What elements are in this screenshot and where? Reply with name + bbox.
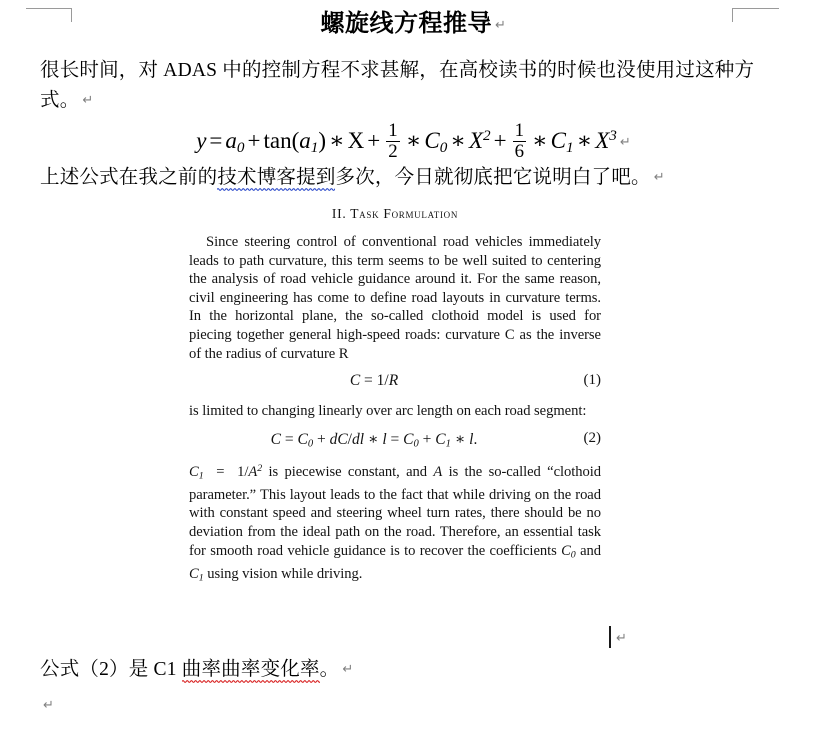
formula-coef-c0-base: C (424, 127, 440, 153)
formula-mul-5: ∗ (576, 127, 593, 153)
formula-plus-1: + (247, 127, 261, 153)
embedded-paper-image[interactable] (189, 206, 601, 588)
fraction-numerator: 1 (388, 120, 398, 142)
formula-paren-close: ) (318, 127, 327, 153)
grammar-flagged-text[interactable]: 技术博客提到 (217, 167, 336, 188)
paragraph-blog-part2: 多次，今日就彻底把它说明白了吧。 (335, 167, 651, 188)
formula-mul-2: ∗ (405, 127, 422, 153)
formula-var-x-3-exponent: 3 (609, 127, 617, 144)
formula-mul-4: ∗ (532, 127, 548, 153)
paper-paragraph-1-text: Since steering control of conventional road vehicles immediately leads to path curvature, this term seems to be well suited to centering the analysis of road vehicle guidance around it. For the same reason, civil engineering has come to define road layouts in curvature terms. In the horizontal plane, the so-called clothoid model is used for piecing together general high-speed roads: curvature C as the inverse of the radius of curvature R (189, 234, 601, 362)
paper-heading-text: Task Formulation (350, 206, 459, 221)
formula-mul-1: ∗ (329, 127, 345, 153)
paper-equation-1 (189, 372, 601, 393)
paragraph-mark-icon: ↵ (342, 662, 354, 677)
formula-plus-2: + (367, 127, 381, 153)
paragraph-mark-icon: ↵ (43, 698, 54, 713)
formula-lhs: y (196, 127, 207, 153)
formula-term-a1-sub: 1 (310, 139, 319, 157)
formula-var-x-1: X (347, 127, 365, 153)
paper-paragraph-1 (189, 233, 601, 363)
formula-fraction-half (386, 121, 399, 162)
formula-var-x-3: X (595, 127, 610, 153)
fraction-denominator: 6 (514, 141, 525, 163)
paragraph-intro (40, 56, 760, 116)
formula-paren-open: ( (291, 127, 300, 153)
paragraph-intro-part2: 中的控制方程不求甚解，在高校读书的时候也没使用过这种方式。 (40, 60, 755, 111)
paper-equation-1-body: C = 1/R (349, 372, 399, 390)
paragraph-note-part1: 公式（2）是 C1 (40, 659, 182, 680)
paper-heading-number: II. (331, 206, 347, 221)
formula-plus-3: + (493, 127, 507, 153)
formula-fraction-sixth (513, 121, 526, 162)
text-cursor-caret (609, 626, 611, 648)
formula-term-a0-base: a (225, 127, 237, 153)
paper-equation-1-number: (1) (583, 372, 601, 389)
paper-section-heading (189, 206, 601, 222)
formula-var-x-2-exponent: 2 (483, 127, 491, 144)
paragraph-note-part2: 。 (319, 659, 340, 680)
page-title-text: 螺旋线方程推导 (320, 11, 493, 37)
formula-var-x-2: X (468, 127, 483, 153)
paragraph-note (40, 655, 760, 685)
formula-coef-c1-sub: 1 (566, 139, 574, 157)
page-title (0, 9, 827, 41)
formula-coef-c1-base: C (550, 127, 566, 153)
paragraph-mark-icon: ↵ (616, 631, 627, 646)
paragraph-mark-icon: ↵ (619, 134, 631, 150)
paragraph-blog (40, 163, 760, 193)
paper-paragraph-2 (189, 402, 601, 421)
formula-term-a1-base: a (299, 127, 311, 153)
formula-coef-c0-sub: 0 (439, 139, 448, 157)
paragraph-intro-part1: 很长时间，对 (40, 60, 164, 81)
formula-tan-fn: tan (263, 127, 292, 153)
paragraph-mark-icon: ↵ (82, 93, 94, 108)
fraction-denominator: 2 (388, 141, 398, 163)
paper-equation-2-body: C = C0 + dC/dl ∗ l = C0 + C1 ∗ l. (270, 430, 478, 450)
paper-equation-2 (189, 430, 601, 451)
formula-mul-3: ∗ (450, 127, 466, 153)
formula-equals: = (209, 127, 223, 153)
fraction-numerator: 1 (514, 120, 525, 142)
paragraph-mark-icon: ↵ (653, 170, 665, 185)
paragraph-mark-icon: ↵ (495, 18, 507, 33)
paragraph-intro-term-adas: ADAS (163, 60, 218, 81)
formula-term-a0-sub: 0 (236, 139, 245, 157)
paper-equation-2-number: (2) (583, 429, 601, 446)
spellcheck-flagged-text[interactable]: 曲率曲率变化率 (181, 659, 320, 680)
paper-paragraph-3: $C1 = 1/A^2$ is piecewise constant, and A is the so-called “clothoid parameter.” This layout leads to the fact that while driving on the road with constant speed and steering wheel turn rates, there should be no deviation from the ideal path on the road. Therefore, an essential task for smooth road vehicle guidance is to recover the coefficients C0 and C1 using vision while driving. (189, 462, 601, 584)
paper-paragraph-2-text: is limited to changing linearly over arc length on each road segment: (189, 403, 587, 420)
paragraph-blog-part1: 上述公式在我之前的 (40, 167, 218, 188)
